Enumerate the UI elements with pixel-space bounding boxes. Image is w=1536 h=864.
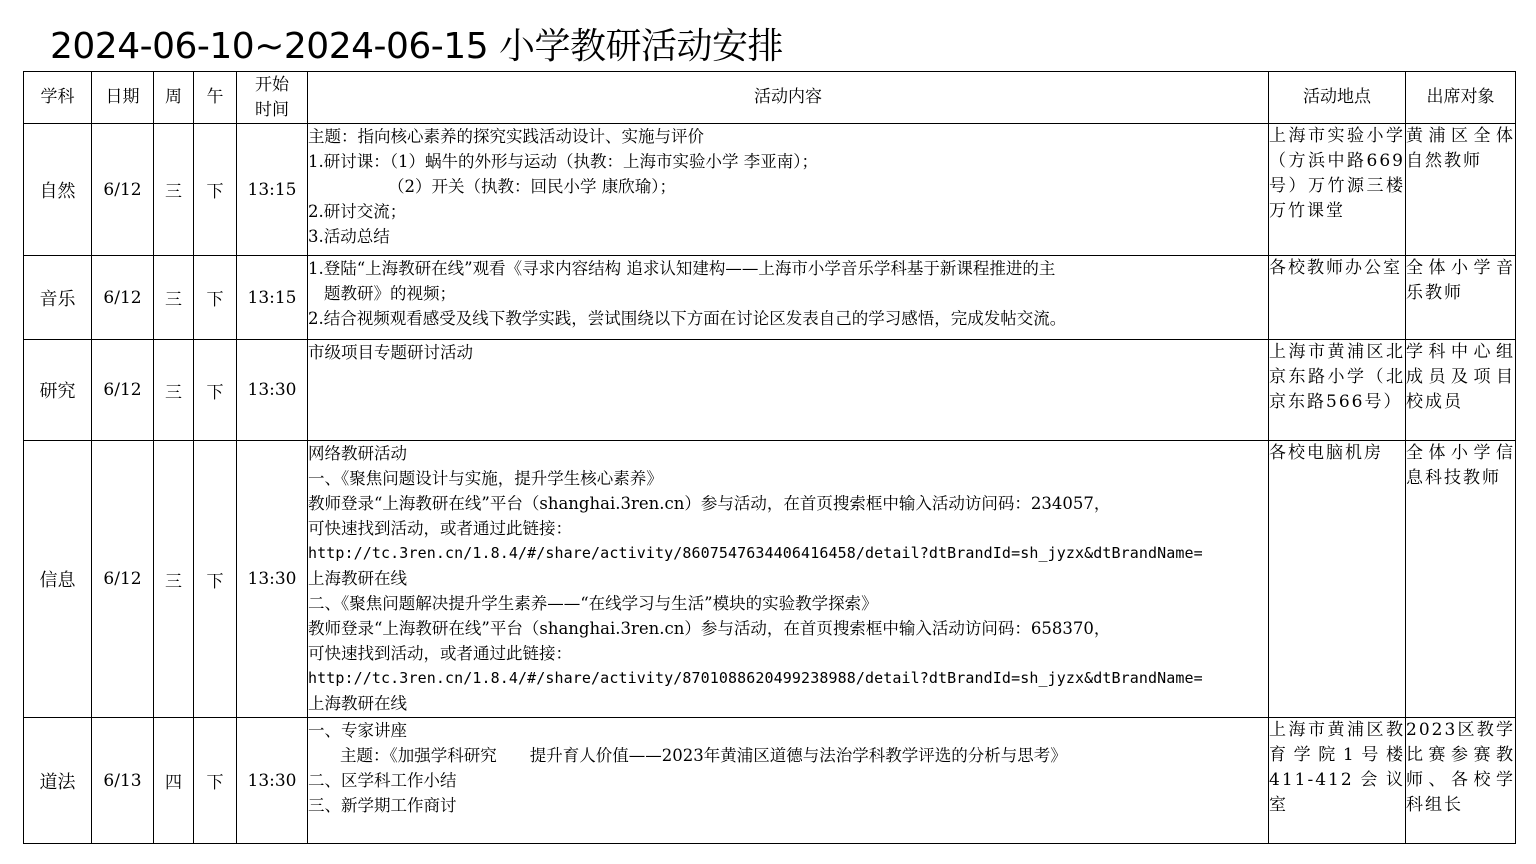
cell-time: 13:15 xyxy=(237,256,308,340)
cell-weekday: 四 xyxy=(154,718,194,844)
cell-half-day: 下 xyxy=(194,340,237,441)
activity-link[interactable]: http://tc.3ren.cn/1.8.4/#/share/activity/8701088620499238988/detail?dtBrandId=sh_jyzx&dtBrandName= xyxy=(308,669,1203,687)
cell-date: 6/12 xyxy=(92,340,154,441)
content-line: 二、《聚焦问题解决提升学生素养——“在线学习与生活”模块的实验教学探索》 xyxy=(308,594,878,613)
cell-subject: 道法 xyxy=(24,718,92,844)
cell-date: 6/12 xyxy=(92,441,154,718)
header-half-day: 午 xyxy=(194,72,237,124)
cell-content xyxy=(308,718,1269,844)
content-line: 二、区学科工作小结 xyxy=(308,771,457,790)
header-attendees: 出席对象 xyxy=(1406,72,1516,124)
table-row xyxy=(24,441,1516,718)
cell-date: 6/12 xyxy=(92,124,154,256)
cell-half-day: 下 xyxy=(194,718,237,844)
cell-time: 13:30 xyxy=(237,718,308,844)
cell-content xyxy=(308,441,1269,718)
content-line: 教师登录“上海教研在线”平台（shanghai.3ren.cn）参与活动，在首页搜索框中输入活动访问码：658370， xyxy=(308,619,1111,638)
content-line: （2）开关（执教：回民小学 康欣瑜）； xyxy=(388,177,676,196)
cell-place: 上海市实验小学（方浜中路669号）万竹源三楼万竹课堂 xyxy=(1269,124,1406,256)
header-date: 日期 xyxy=(92,72,154,124)
cell-subject: 研究 xyxy=(24,340,92,441)
cell-place: 上海市黄浦区北京东路小学（北京东路566号） xyxy=(1269,340,1406,441)
cell-weekday: 三 xyxy=(154,256,194,340)
page-title: 2024-06-10~2024-06-15 小学教研活动安排 xyxy=(50,26,784,67)
cell-place: 各校电脑机房 xyxy=(1269,441,1406,718)
cell-subject: 音乐 xyxy=(24,256,92,340)
content-line: 可快速找到活动，或者通过此链接： xyxy=(308,519,572,538)
content-line: 2.结合视频观看感受及线下教学实践，尝试围绕以下方面在讨论区发表自己的学习感悟，完成发帖交流。 xyxy=(308,309,1067,328)
table-row xyxy=(24,340,1516,441)
header-place: 活动地点 xyxy=(1269,72,1406,124)
cell-time: 13:30 xyxy=(237,441,308,718)
cell-time: 13:15 xyxy=(237,124,308,256)
cell-content xyxy=(308,256,1269,340)
cell-attendees: 全体小学音乐教师 xyxy=(1406,256,1516,340)
header-start-time-line2: 时间 xyxy=(255,99,289,120)
content-line: 可快速找到活动，或者通过此链接： xyxy=(308,644,572,663)
cell-subject: 信息 xyxy=(24,441,92,718)
cell-attendees: 2023区教学比赛参赛教师、各校学科组长 xyxy=(1406,718,1516,844)
content-line: 教师登录“上海教研在线”平台（shanghai.3ren.cn）参与活动，在首页搜索框中输入活动访问码：234057， xyxy=(308,494,1111,513)
cell-attendees: 黄浦区全体自然教师 xyxy=(1406,124,1516,256)
cell-place: 上海市黄浦区教育学院1号楼411-412会议室 xyxy=(1269,718,1406,844)
content-line: 市级项目专题研讨活动 xyxy=(308,343,473,362)
cell-time: 13:30 xyxy=(237,340,308,441)
content-line: 一、专家讲座 xyxy=(308,721,407,740)
cell-date: 6/13 xyxy=(92,718,154,844)
cell-content xyxy=(308,340,1269,441)
table-row xyxy=(24,124,1516,256)
header-row xyxy=(24,72,1516,124)
cell-weekday: 三 xyxy=(154,340,194,441)
cell-half-day: 下 xyxy=(194,441,237,718)
header-content: 活动内容 xyxy=(308,72,1269,124)
cell-half-day: 下 xyxy=(194,124,237,256)
content-line: 2.研讨交流； xyxy=(308,202,407,221)
cell-place: 各校教师办公室 xyxy=(1269,256,1406,340)
cell-weekday: 三 xyxy=(154,124,194,256)
header-start-time-line1: 开始 xyxy=(255,74,289,95)
content-line: 题教研》的视频； xyxy=(324,284,456,303)
content-line: 网络教研活动 xyxy=(308,444,407,463)
content-line: 1.研讨课：（1）蜗牛的外形与运动（执教：上海市实验小学 李亚南）； xyxy=(308,152,818,171)
schedule-table xyxy=(23,71,1516,844)
cell-weekday: 三 xyxy=(154,441,194,718)
activity-link[interactable]: http://tc.3ren.cn/1.8.4/#/share/activity/8607547634406416458/detail?dtBrandId=sh_jyzx&dtBrandName= xyxy=(308,544,1203,562)
content-line: 主题：《加强学科研究 提升育人价值——2023年黄浦区道德与法治学科教学评选的分析与思考》 xyxy=(340,746,1067,765)
cell-subject: 自然 xyxy=(24,124,92,256)
content-line: 主题：指向核心素养的探究实践活动设计、实施与评价 xyxy=(308,127,704,146)
header-start-time xyxy=(237,72,308,124)
header-subject: 学科 xyxy=(24,72,92,124)
content-line: 一、《聚焦问题设计与实施，提升学生核心素养》 xyxy=(308,469,663,488)
cell-attendees: 学科中心组成员及项目校成员 xyxy=(1406,340,1516,441)
cell-half-day: 下 xyxy=(194,256,237,340)
content-line: 上海教研在线 xyxy=(308,694,407,713)
content-line: 1.登陆“上海教研在线”观看《寻求内容结构 追求认知建构——上海市小学音乐学科基于新课程推进的主 xyxy=(308,259,1056,278)
table-row xyxy=(24,256,1516,340)
cell-attendees: 全体小学信息科技教师 xyxy=(1406,441,1516,718)
content-line: 3.活动总结 xyxy=(308,227,390,246)
content-line: 上海教研在线 xyxy=(308,569,407,588)
cell-date: 6/12 xyxy=(92,256,154,340)
table-row xyxy=(24,718,1516,844)
header-weekday: 周 xyxy=(154,72,194,124)
content-line: 三、新学期工作商讨 xyxy=(308,796,457,815)
cell-content xyxy=(308,124,1269,256)
